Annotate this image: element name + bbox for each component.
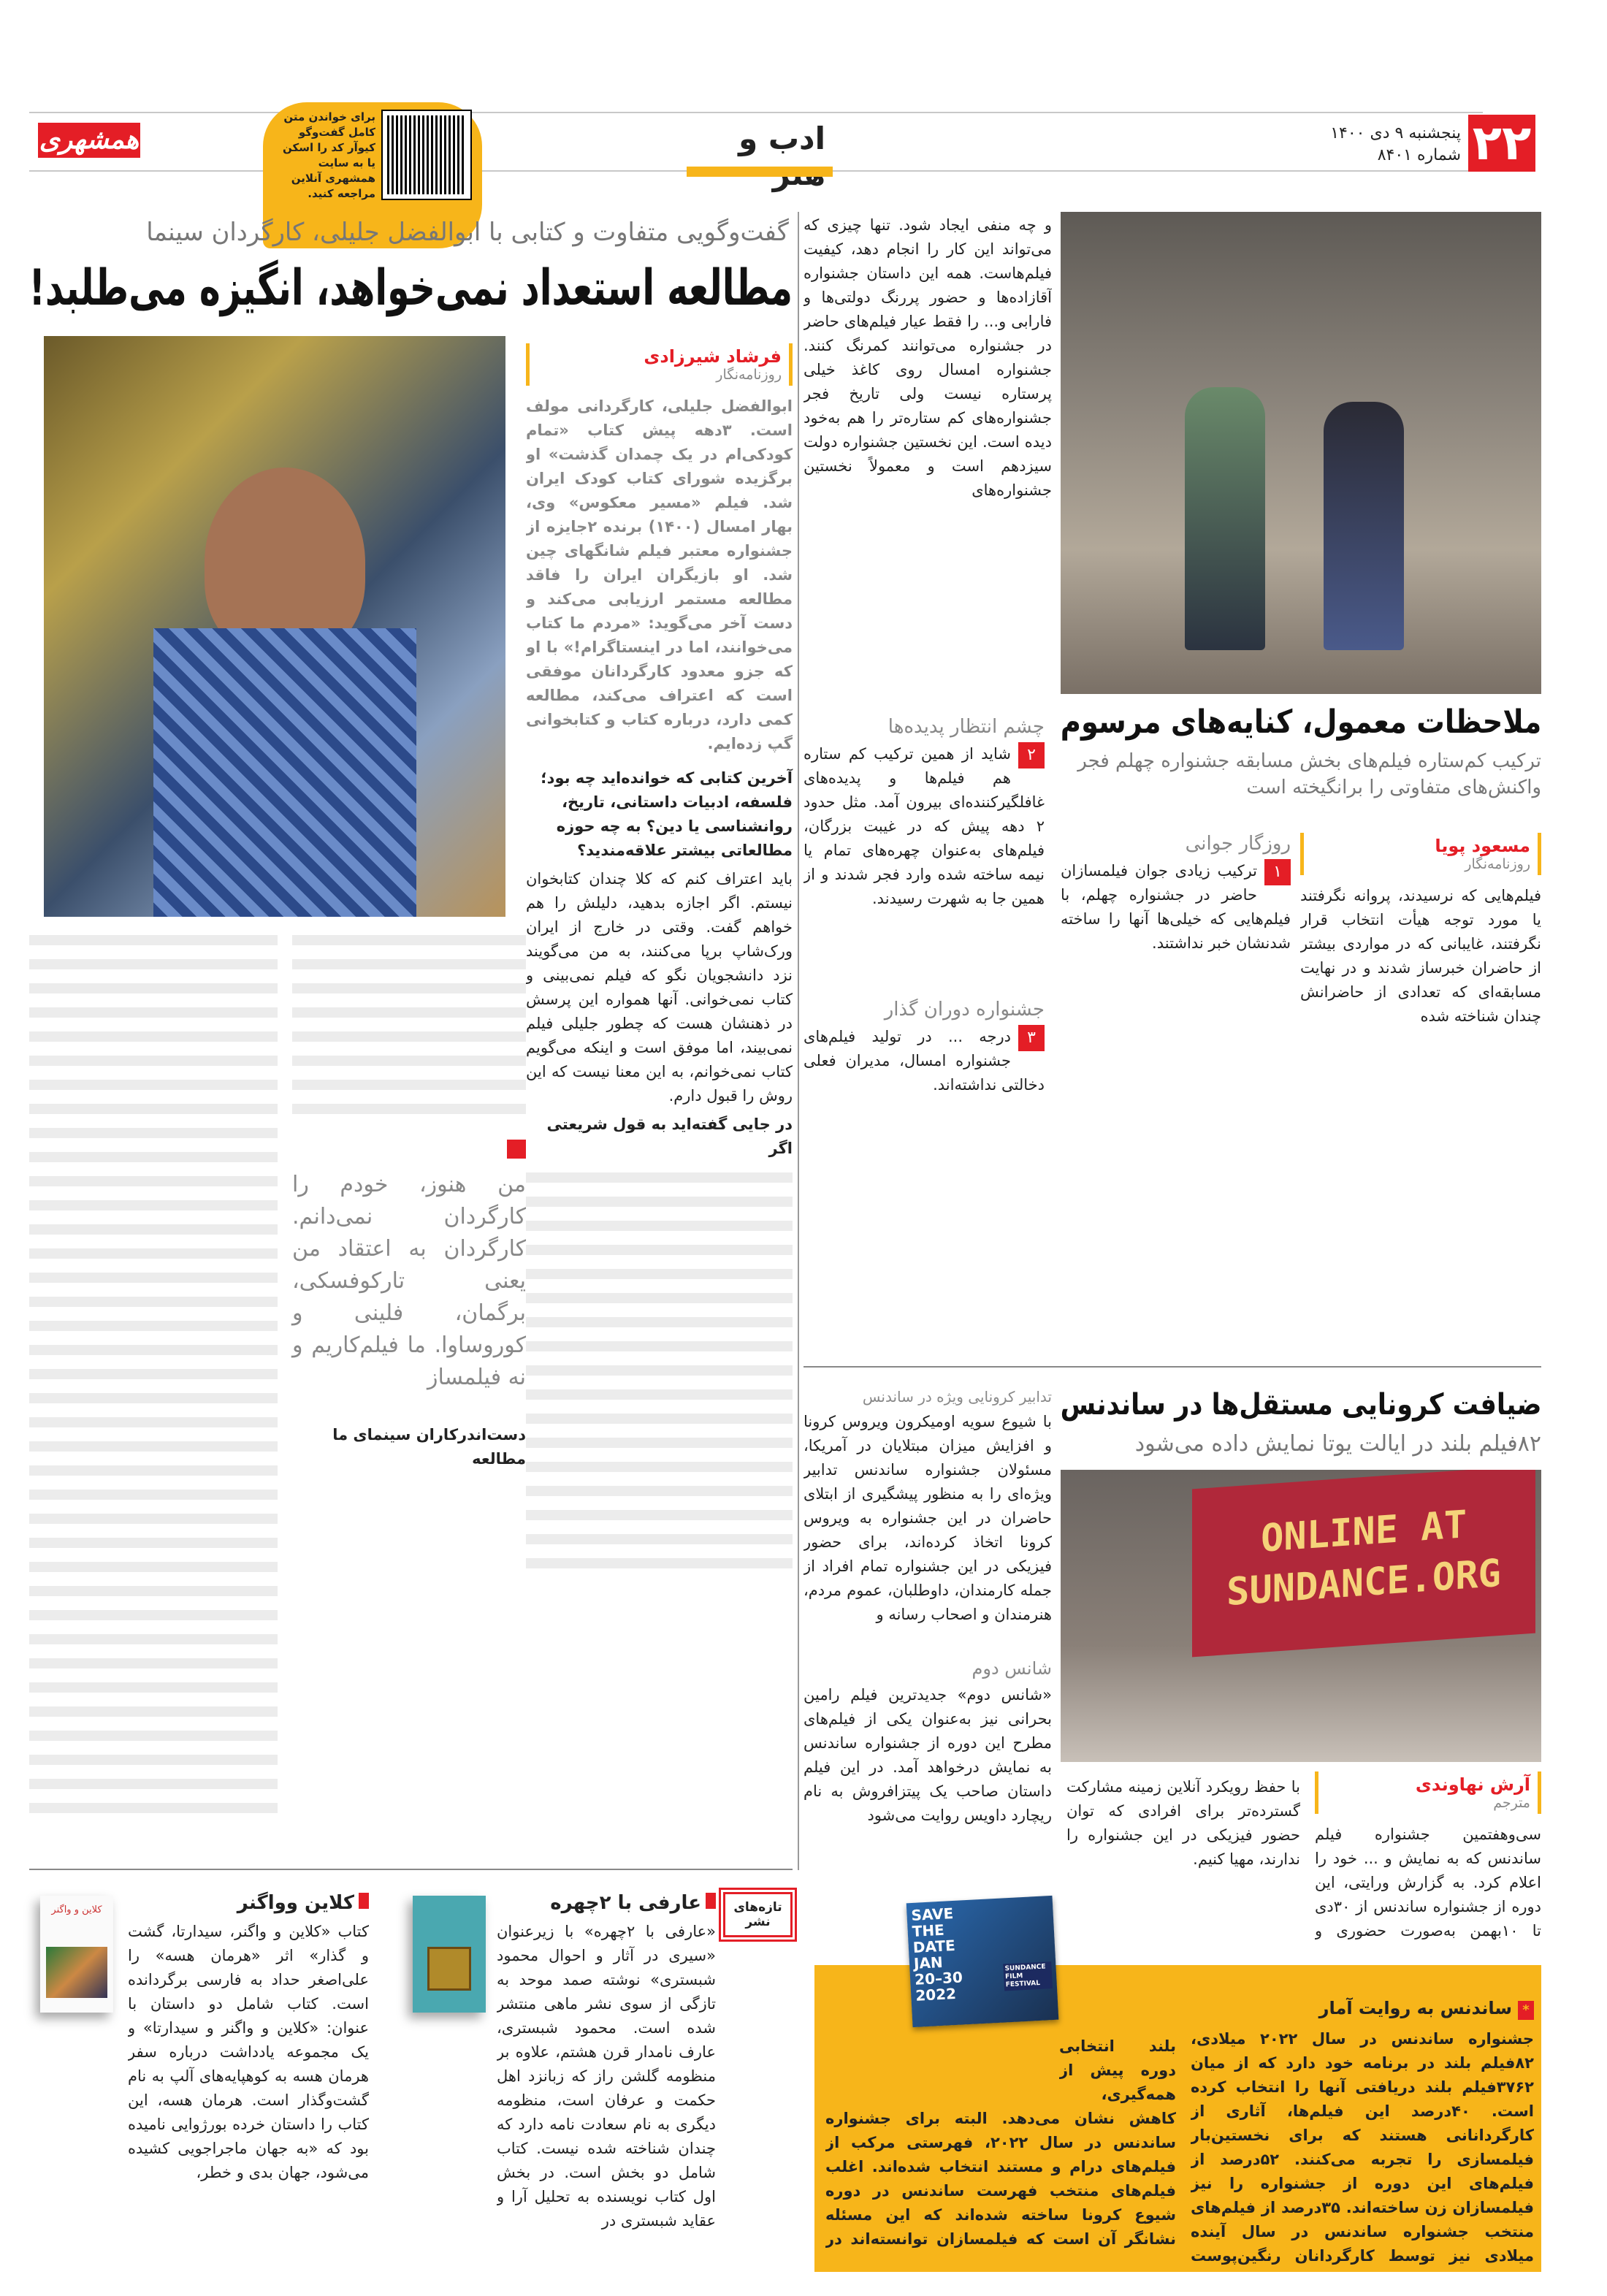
sundance-sign: [1192, 1470, 1535, 1657]
book-1-text: «عارفی با ۲چهره» با زیرعنوان «سیری در آثار و احوال محمود شبستری» نوشته صمد موحد به تازگی از سوی نشر ماهی منتشر شده است. محمود شبستری، عارف نامدار قرن هشتم، علاوه بر منظومه گلشن راز که زبانزد اهل حکمت و عرفان است، منظومه دیگری به نام سعادت نامه دارد که چندان شناخته شده نیست. کتاب شامل دو بخش است. در بخش اول کتاب نویسنده به تحلیل آرا و عقاید شبستری در: [497, 1923, 716, 2230]
poster-line-5: 20–30: [914, 1968, 963, 1988]
interview-author: فرشاد شیرزادی: [644, 346, 782, 367]
newspaper-logo[interactable]: همشهری: [38, 123, 140, 158]
interview-question-3: دست‌اندرکاران سینمای ما مطالعه: [332, 1426, 526, 1468]
book-2-cover-title: کلاین و واگنر: [51, 1904, 102, 1915]
interview-column-left: [29, 928, 278, 1826]
interview-lead: ابوالفضل جلیلی، کارگردانی مولف است. ۳دهه پیش کتاب «تمام کودکی‌ام در یک چمدان گذشت» او برگزیده شورای کتاب کودک ایران شد. فیلم «مسیر معکوس» وی، بهار امسال (۱۴۰۰) برنده ۲جایزه از جشنواره معتبر فیلم شانگهای چین شد. او بازیگران ایران را فاقد مطالعه مستمر ارزیابی می‌کند و دست آخر می‌گوید: «مردم ما کتاب می‌خوانند، اما در اینستاگرام!» با او که جزو معدود کارگردانان موفقی است که اعتراف می‌کند، مطالعه کمی دارد، درباره کتاب و کتابخوانی گپ زده‌ایم.: [526, 397, 793, 752]
review-section-2-text: شاید از همین ترکیب کم ستاره هم فیلم‌ها و پدیده‌های غافلگیرکننده‌ای بیرون آمد. مثل حدود ۲ دهه پیش که در غیبت بزرگان، فیلم‌های به‌عنوان چهره‌های تمام یا نیمه ساخته شده وارد فجر شدند و از همین جا به شهرت رسیدند.: [804, 745, 1045, 907]
poster-line-3: DATE: [912, 1936, 956, 1956]
sundance-corona-text: با شیوع سویه اومیکرون ویروس کرونا و افزایش میزان مبتلایان در آمریکا، مسئولان جشنواره ساندنس تدابیر ویژه‌ای را به منظور پیشگیری از ابتلای حاضران در این جشنواره به ویروس کرونا اتخاذ کرده‌اند، برای حضور فیزیکی در این جشنواره تمام افراد از جمله کارمندان، داوطلبان، عموم مردم، هنرمندان و اصحاب رسانه و: [804, 1413, 1052, 1623]
interview-column-right: [526, 1165, 793, 1574]
qr-code[interactable]: [383, 111, 470, 199]
interview-photo: [44, 336, 505, 917]
column-divider: [798, 212, 799, 1870]
interview-kicker: گفت‌وگویی متفاوت و کتابی با ابوالفضل جلیلی، کارگردان سینما: [146, 218, 789, 247]
review-section-2-title: چشم انتظار پدیده‌ها: [888, 716, 1045, 738]
sundance-author-role: مترجم: [1493, 1795, 1530, 1811]
review-author-role: روزنامه‌نگار: [1465, 856, 1530, 872]
page-number: ۲۲: [1468, 115, 1535, 172]
interview-headline: مطالعه استعداد نمی‌خواهد، انگیزه می‌طلبد!: [28, 259, 793, 317]
section-title: ادب و: [738, 121, 825, 156]
stats-box-title: ساندنس به روایت آمار: [1318, 1998, 1512, 2018]
poster-line-1: SAVE: [910, 1904, 954, 1924]
review-subtitle: ترکیب کم‌ستاره فیلم‌های بخش مسابقه جشنواره چهلم فجر واکنش‌های متفاوتی را برانگیخته است: [1077, 750, 1541, 798]
book-2-cover: [40, 1896, 113, 2013]
review-section-1-title: روزگار جوانی: [1185, 833, 1291, 855]
shirt: [153, 628, 416, 917]
stats-box-text-1: جشنواره ساندنس در سال ۲۰۲۲ میلادی، ۸۲فیلم بلند در برنامه خود دارد که از میان ۳۷۶۲فیلم بلند دریافتی آنها را انتخاب کرده است. ۴۰درصد این فیلم‌ها، آثاری از کارگردانانی هستند که برای نخستین‌بار فیلمسازی را تجربه می‌کنند. ۵۲درصد از فیلم‌های این دوره از جشنواره را نیز فیلمسازان زن ساخته‌اند. ۳۵درصد از فیلم‌های منتخب جشنواره ساندنس در سال آینده میلادی نیز توسط کارگردانان رنگین‌پوست: [1191, 2030, 1534, 2265]
qr-note: برای خواندن متن کامل گفت‌وگو کیوآر کد را اسکن یا به سایت همشهری آنلاین مراجعه کنید.: [283, 110, 375, 200]
interview-answer-1: باید اعتراف کنم که کلا چندان کتابخوان نیستم. اگر اجازه بدهید، دلیلش را هم خواهم گفت. وقتی در خارج از ایران ورک‌شاپ برپا می‌کنند، به من می‌گویند نزد دانشجویان نگو که فیلم نمی‌بینی و کتاب نمی‌خوانی. آنها همواره این پرسش در ذهنشان هست که چطور جلیلی فیلم نمی‌بیند، اما موفق است و اینکه می‌گویم کتاب نمی‌خوانم، به این معنا نیست که این روش را قبول دارم.: [526, 870, 793, 1105]
sundance-subtitle: ۸۲فیلم بلند در ایالت یوتا نمایش داده می‌شود: [1134, 1431, 1541, 1457]
section-underline: [687, 167, 833, 177]
issue-date: پنجشنبه ۹ دی ۱۴۰۰: [1330, 124, 1461, 142]
sundance-second-chance-text: «شانس دوم» جدیدترین فیلم رامین بحرانی نیز به‌عنوان یکی از فیلم‌های مطرح این دوره از جشنواره ساندنس به نمایش درخواهد آمد. در این فیلم داستان صاحب یک پیتزافروش به نام ریچارد داویس روایت می‌شود: [804, 1686, 1052, 1824]
poster-line-4: JAN: [913, 1953, 944, 1972]
sundance-corona-title: تدابیر کرونایی ویژه در ساندنس: [862, 1388, 1052, 1406]
sundance-street-photo: [1061, 1470, 1541, 1762]
stats-box-text-2a: بلند انتخابی دوره پیش از همه‌گیری،: [1059, 2037, 1176, 2103]
stats-box-text-2: کاهش نشان می‌دهد. البته برای جشنواره ساندنس در سال ۲۰۲۲، فهرستی مرکب از فیلم‌های درام و مستند انتخاب شده‌اند. اغلب فیلم‌های منتخب فهرست ساندنس در دوره شیوع کرونا ساخته شده‌اند که این مسئله نشانگر آن است که فیلمسازان توانسته‌اند در: [825, 2110, 1176, 2248]
interview-question-2: در جایی گفته‌اید به قول شریعتی اگر: [546, 1115, 793, 1157]
review-section-3-text: درجه ... در تولید فیلم‌های جشنواره امسال، مدیران فعلی دخالتی نداشته‌اند.: [804, 1028, 1045, 1094]
pull-quote: من هنوز، خودم را کارگردان نمی‌دانم. کارگردان به اعتقاد من یعنی تارکوفسکی، برگمان، فلینی و کوروساوا. ما فیلم‌کاریم و نه فیلمساز: [292, 1172, 526, 1390]
sundance-poster: [906, 1896, 1059, 2027]
review-intro: فیلم‌هایی که نرسیدند، پروانه نگرفتند یا مورد توجه هیأت انتخاب قرار نگرفتند، غایبانی که در مواردی بیشتر از حاضران خبرساز شدند و در نهایت مسابقه‌ای که تعدادی از حاضرانش چندان شناخته شده: [1300, 887, 1541, 1025]
interview-author-role: روزنامه‌نگار: [716, 367, 782, 383]
poster-marquee: SUNDANCE FILM FESTIVAL: [1003, 1961, 1053, 1991]
header-top-rule: [29, 112, 1483, 113]
book-2-text: کتاب «کلاین و واگنر، سیدارتا، گشت و گذار» اثر «هرمان هسه» را علی‌اصغر حداد به فارسی برگردانده است. کتاب شامل دو داستان با عنوان: «کلاین و واگنر و سیدارتا» و یک مجموعه یادداشت درباره سفر هرمان هسه به کوهپایه‌های آلپ به نام گشت‌وگذار است. هرمان هسه، این کتاب را داستان خرده بورژوایی نامیده بود که «به جهان ماجراجویی کشیده می‌شود، جهان بدی و خطر،: [128, 1923, 369, 2181]
figure-man: [1185, 387, 1265, 650]
poster-line-2: THE: [912, 1921, 945, 1940]
sundance-second-chance-title: شانس دوم: [972, 1658, 1052, 1679]
figure-woman: [1324, 402, 1404, 650]
new-releases-label: تازه‌های نشر: [733, 1900, 782, 1929]
review-headline: ملاحظات معمول، کنایه‌های مرسوم: [1060, 703, 1541, 741]
book-2-title: کلاین وواگنر: [237, 1892, 354, 1914]
issue-number: شماره ۸۴۰۱: [1377, 146, 1461, 164]
sundance-headline: ضیافت کرونایی مستقل‌ها در ساندنس: [1060, 1388, 1541, 1422]
interview-column-middle: [292, 928, 526, 1125]
book-1-cover: [413, 1896, 486, 2013]
sundance-quote-text: با حفظ رویکرد آنلاین زمینه مشارکت گسترده‌تر برای افرادی که توان حضور فیزیکی در این جشنواره را ندارند، مهیا کنیم.: [1066, 1778, 1300, 1868]
review-section-3-number: ۳: [1018, 1025, 1045, 1051]
review-section-2-number: ۲: [1018, 742, 1045, 768]
interview-question-1: آخرین کتابی که خوانده‌اید چه بود؛ فلسفه، ادبیات داستانی، تاریخ، روانشناسی یا دین؟ به چه حوزه مطالعاتی بیشتر علاقه‌مندید؟: [541, 769, 793, 859]
book-1-title: عارفی با ۲چهره: [550, 1892, 701, 1914]
review-film-still: [1061, 212, 1541, 694]
review-author: مسعود پویا: [1435, 836, 1530, 856]
sundance-intro: سی‌وهفتمین جشنواره فیلم ساندنس که به نمایش و ... خود را اعلام کرد. به گزارش ورایتی، این دوره از جشنواره ساندنس از ۳۰دی تا ۱۰بهمن به‌صورت حضوری و: [1315, 1826, 1541, 1940]
quote-marker: [507, 1140, 526, 1159]
poster-line-6: 2022: [915, 1984, 957, 2005]
sundance-sign-text: ONLINE AT SUNDANCE.ORG: [1226, 1503, 1501, 1615]
review-section-1-number: ۱: [1264, 859, 1291, 885]
sundance-divider: [804, 1366, 1541, 1368]
new-releases-badge: [723, 1892, 793, 1937]
review-section-1-text: ترکیب زیادی جوان فیلمسازان حاضر در جشنواره چهلم، با فیلم‌هایی که خیلی‌ها آنها را ساخته شدنشان خبر نداشتند.: [1061, 862, 1291, 952]
books-divider: [29, 1869, 793, 1870]
stats-icon: *: [1518, 2001, 1534, 2020]
review-continuation: و چه منفی ایجاد شود. تنها چیزی که می‌تواند این کار را انجام دهد، کیفیت فیلم‌هاست. همه این داستان جشنواره آقازاده‌ها و حضور پررنگ دولتی‌ها و فارابی و... را فقط عیار فیلم‌های حاضر در جشنواره می‌توانند کمرنگ کنند. جشنواره امسال روی کاغذ خیلی پرستاره نیست ولی تاریخ فجر جشنواره‌های کم ستاره‌تر را هم به‌خود دیده است. این نخستین جشنواره دولت سیزدهم است و معمولاً نخستین جشنواره‌های: [804, 216, 1052, 499]
review-section-3-title: جشنواره دوران گذار: [884, 999, 1045, 1021]
sundance-author: آرش نهاوندی: [1415, 1774, 1530, 1795]
